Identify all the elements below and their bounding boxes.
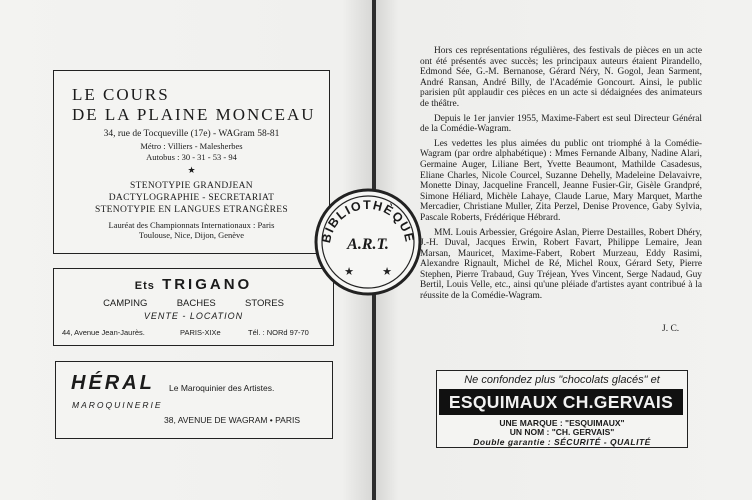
cours-laureat-line2: Toulouse, Nice, Dijon, Genève <box>138 230 245 240</box>
cours-line3: STENOTYPIE EN LANGUES ETRANGÈRES <box>95 205 288 215</box>
gervais-line1: UNE MARQUE : "ESQUIMAUX" <box>499 418 625 428</box>
trigano-brand <box>54 276 333 293</box>
cours-plaine-monceau-ad <box>53 70 330 254</box>
heral-address: 38, AVENUE DE WAGRAM • PARIS <box>164 415 301 425</box>
library-stamp <box>313 187 423 297</box>
cours-line2: DACTYLOGRAPHIE - SECRETARIAT <box>108 193 275 203</box>
trigano-ad <box>53 268 334 346</box>
cours-laureat-line1: Lauréat des Championnats Internationaux : Paris <box>108 220 275 230</box>
gervais-ad <box>436 370 688 448</box>
cours-title-line2: DE LA PLAINE MONCEAU <box>72 105 316 124</box>
cours-address: 34, rue de Tocqueville (17e) - WAGram 58-81 <box>103 129 280 139</box>
gervais-brand: ESQUIMAUX CH.GERVAIS <box>439 389 683 415</box>
heral-brand: HÉRAL <box>71 372 155 394</box>
star-icon: ★ <box>187 165 196 175</box>
signature: J. C. <box>662 324 680 334</box>
trigano-city: PARIS-XIXe <box>180 328 221 337</box>
trigano-tel: Tél. : NORd 97-70 <box>248 328 309 337</box>
paragraph-director: Depuis le 1er janvier 1955, Maxime-Fabert est seul Directeur Général de la Comédie-Wagram. <box>420 113 702 135</box>
stamp-center-text: A.R.T. <box>347 236 389 253</box>
paragraph-actresses: Les vedettes les plus aimées du public ont triomphé à la Comédie-Wagram (par ordre alphabétique) : Mmes Fernande Albany, Nadine Alari, Germaine Auger, Liliane Bert, Yvette Beaumont, Mathilde Casadesus, Eliane Charles, Nicole Courcel, Suzanne Dehelly, Madeleine Delavaivre, Monette Dinay, Jacqueline Francell, Jeanne Fusier-Gir, Gisèle Grandpré, Simone Héliard, Michèle Lahaye, Claude Larue, Mary Marquet, Marthe Mercadier, Christiane Muller, Zita Perzel, Denise Provence, Gaby Sylvia, Pascale Roberts, Frédérique Hébrard. <box>420 138 702 223</box>
trigano-services <box>54 298 333 309</box>
cours-metro: Métro : Villiers - Malesherbes <box>140 141 243 151</box>
heral-ad <box>55 361 333 439</box>
cours-autobus: Autobus : 30 - 31 - 53 - 94 <box>146 152 237 162</box>
heral-category: MAROQUINERIE <box>72 400 163 410</box>
trigano-vente-location: VENTE - LOCATION <box>143 311 244 321</box>
article-text <box>420 46 702 302</box>
right-page <box>376 0 752 500</box>
cours-title-line1: LE COURS <box>72 85 170 104</box>
stamp-arc-text: BIBLIOTHÈQUE <box>319 197 417 245</box>
paragraph-actors: MM. Louis Arbessier, Grégoire Aslan, Pierre Destailles, Robert Dhéry, J.-H. Duval, Jacques Erwin, Robert Favart, Philippe Lemaire, Jean Marsan, Mauricet, Maxime-Fabert, Robert Murzeau, Eddy Rasimi, Alexandre Rignault, Michel de Ré, Michel Roux, Gérard Sety, Pierre Stephen, Pierre Trabaud, Guy Tréjean, Yves Vincent, Serge Nadaud, Guy Bertil, Louis Velle, etc., ainsi qu'une pléiade d'artistes ayant contribué à la réussite de la Comédie-Wagram. <box>420 227 702 302</box>
paragraph-festivals: Hors ces représentations régulières, des festivals de pièces en un acte ont été présentés avec succès; les principaux auteurs étaient Pirandello, Edmond Sée, G.-M. Bernanose, Gérard Néry, N. Gogol, Jean Sarment, André Ransan, André Billy, de l'Académie Goncourt. Ainsi, le public parisien pût applaudir ces pièces en un acte si dédaignées des animateurs de théâtre. <box>420 46 702 109</box>
gervais-line2: UN NOM : "CH. GERVAIS" <box>509 427 615 437</box>
service-camping: CAMPING <box>103 298 148 309</box>
service-baches: BACHES <box>176 298 216 309</box>
trigano-ets: Ets <box>134 280 155 292</box>
stamp-star-right-icon: ★ <box>382 266 392 278</box>
trigano-name: TRIGANO <box>162 276 253 293</box>
gervais-top-line: Ne confondez plus "chocolats glacés" et <box>464 374 660 386</box>
cours-line1: STENOTYPIE GRANDJEAN <box>130 181 253 191</box>
trigano-address: 44, Avenue Jean-Jaurès. <box>62 328 145 337</box>
service-stores: STORES <box>245 298 284 309</box>
gervais-line3: Double garantie : SÉCURITÉ - QUALITÉ <box>473 437 651 447</box>
heral-tagline: Le Maroquinier des Artistes. <box>169 383 275 393</box>
stamp-star-left-icon: ★ <box>344 266 354 278</box>
